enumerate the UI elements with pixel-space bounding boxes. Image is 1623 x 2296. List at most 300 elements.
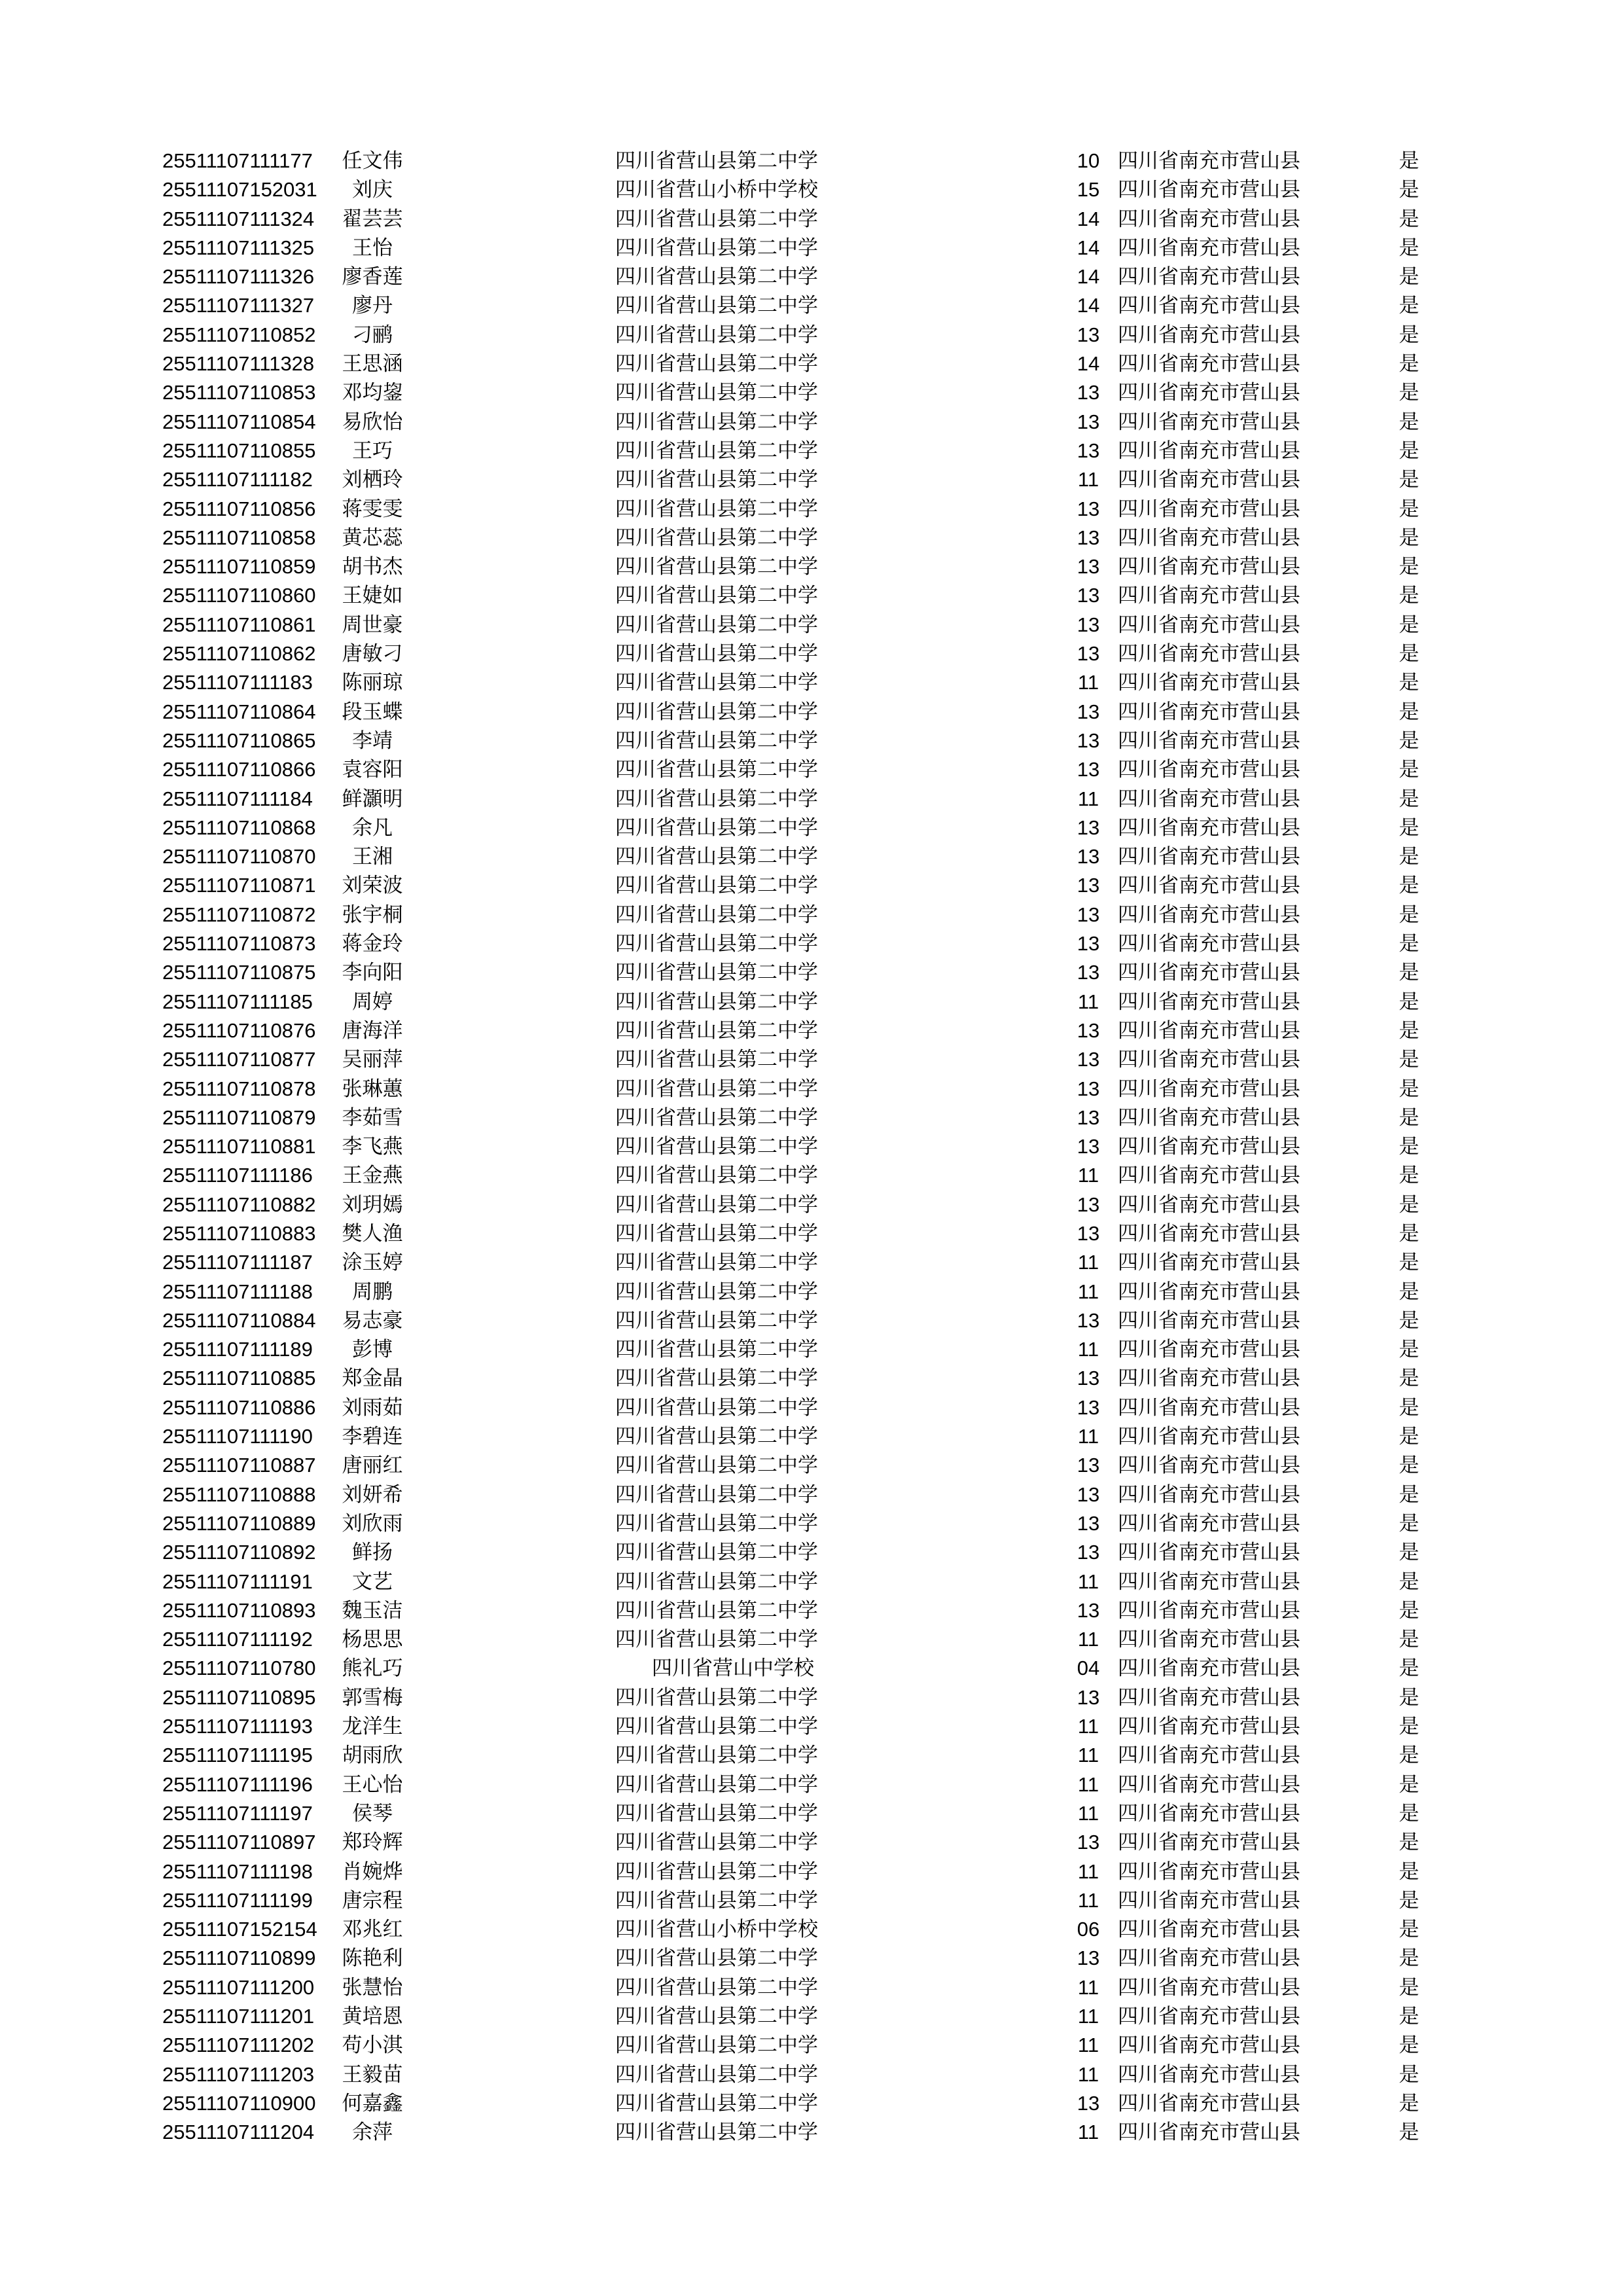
grade-code: 13 — [1077, 642, 1100, 666]
eligibility-flag: 是 — [1399, 1685, 1419, 1710]
region: 四川省南充市营山县 — [1118, 1975, 1300, 2000]
student-name: 李向阳 — [342, 961, 403, 985]
eligibility-flag: 是 — [1399, 700, 1419, 724]
school-name: 四川省营山县第二中学 — [615, 1308, 818, 1333]
grade-code: 13 — [1077, 932, 1100, 956]
school-name: 四川省营山县第二中学 — [615, 2121, 818, 2145]
region: 四川省南充市营山县 — [1118, 932, 1300, 956]
student-id: 25511107110872 — [162, 903, 316, 926]
grade-code: 14 — [1077, 265, 1100, 289]
student-name: 余凡 — [352, 816, 393, 840]
eligibility-flag: 是 — [1399, 2005, 1419, 2028]
table-row — [162, 1219, 1425, 1248]
student-name: 易志豪 — [342, 1308, 403, 1333]
table-row — [162, 1741, 1425, 1770]
eligibility-flag: 是 — [1399, 149, 1419, 173]
student-name: 邓均鋆 — [342, 381, 403, 405]
student-id: 25511107110895 — [162, 1685, 316, 1709]
grade-code: 11 — [1077, 1164, 1099, 1187]
student-id: 25511107110884 — [162, 1308, 316, 1332]
grade-code: 13 — [1077, 1395, 1100, 1419]
region: 四川省南充市营山县 — [1118, 2121, 1300, 2145]
student-id: 25511107110865 — [162, 728, 316, 752]
grade-code: 13 — [1077, 1511, 1100, 1535]
student-name: 张宇桐 — [342, 903, 403, 927]
table-row — [162, 262, 1425, 291]
school-name: 四川省营山县第二中学 — [615, 1859, 818, 1884]
eligibility-flag: 是 — [1399, 1077, 1419, 1101]
region: 四川省南充市营山县 — [1118, 1918, 1300, 1942]
student-name: 刘妍希 — [342, 1482, 403, 1507]
table-row — [162, 147, 1425, 175]
school-name: 四川省营山县第二中学 — [615, 1715, 818, 1739]
student-id: 25511107110881 — [162, 1135, 316, 1158]
region: 四川省南充市营山县 — [1118, 1888, 1300, 1912]
student-name: 郑金晶 — [342, 1367, 403, 1391]
student-id: 25511107110871 — [162, 874, 316, 897]
table-row — [162, 205, 1425, 234]
school-name: 四川省营山县第二中学 — [615, 816, 818, 840]
region: 四川省南充市营山县 — [1118, 1772, 1300, 1797]
school-name: 四川省营山县第二中学 — [615, 381, 818, 405]
school-name: 四川省营山县第二中学 — [615, 1425, 818, 1449]
grade-code: 11 — [1077, 468, 1099, 492]
table-row — [162, 958, 1425, 987]
student-id: 25511107111324 — [162, 207, 315, 230]
grade-code: 11 — [1077, 2034, 1099, 2057]
eligibility-flag: 是 — [1399, 265, 1419, 289]
school-name: 四川省营山县第二中学 — [615, 1946, 818, 1971]
eligibility-flag: 是 — [1399, 1135, 1419, 1159]
student-id: 25511107110885 — [162, 1367, 316, 1390]
grade-code: 13 — [1077, 1454, 1100, 1477]
grade-code: 11 — [1077, 1251, 1099, 1274]
eligibility-flag: 是 — [1399, 1744, 1419, 1768]
region: 四川省南充市营山县 — [1118, 497, 1300, 521]
student-name: 张慧怡 — [342, 1975, 403, 2000]
student-name: 廖香莲 — [342, 265, 403, 289]
student-id: 25511107110858 — [162, 526, 316, 549]
table-row — [162, 1103, 1425, 1132]
student-id: 25511107110862 — [162, 642, 316, 666]
student-id: 25511107111328 — [162, 352, 315, 376]
student-id: 25511107110875 — [162, 961, 316, 984]
student-name: 刘玥嫣 — [342, 1193, 403, 1217]
student-name: 吴丽萍 — [342, 1048, 403, 1072]
region: 四川省南充市营山县 — [1118, 1657, 1300, 1681]
grade-code: 13 — [1077, 410, 1100, 433]
student-id: 25511107111197 — [162, 1801, 313, 1825]
eligibility-flag: 是 — [1399, 1482, 1419, 1507]
grade-code: 13 — [1077, 1018, 1100, 1042]
student-name: 张琳蕙 — [342, 1077, 403, 1101]
region: 四川省南充市营山县 — [1118, 1048, 1300, 1072]
table-row — [162, 1538, 1425, 1567]
grade-code: 11 — [1077, 787, 1099, 810]
school-name: 四川省营山县第二中学 — [615, 352, 818, 376]
grade-code: 13 — [1077, 1221, 1100, 1245]
student-name: 郭雪梅 — [342, 1685, 403, 1710]
student-id: 25511107111186 — [162, 1164, 313, 1187]
school-name: 四川省营山县第二中学 — [615, 1454, 818, 1478]
student-id: 25511107110853 — [162, 381, 316, 404]
eligibility-flag: 是 — [1399, 1193, 1419, 1217]
school-name: 四川省营山县第二中学 — [615, 1831, 818, 1855]
region: 四川省南充市营山县 — [1118, 1859, 1300, 1884]
student-name: 王思涵 — [342, 352, 403, 376]
school-name: 四川省营山县第二中学 — [615, 236, 818, 260]
student-id: 25511107110899 — [162, 1946, 316, 1970]
eligibility-flag: 是 — [1399, 874, 1419, 898]
student-name: 李靖 — [352, 728, 393, 753]
region: 四川省南充市营山县 — [1118, 816, 1300, 840]
grade-code: 13 — [1077, 758, 1100, 781]
student-name: 杨思思 — [342, 1628, 403, 1652]
school-name: 四川省营山县第二中学 — [615, 1221, 818, 1246]
student-name: 唐宗程 — [342, 1888, 403, 1912]
grade-code: 13 — [1077, 381, 1100, 404]
student-name: 蒋雯雯 — [342, 497, 403, 521]
table-row — [162, 901, 1425, 929]
student-name: 王怡 — [352, 236, 393, 260]
grade-code: 11 — [1077, 1975, 1099, 1999]
region: 四川省南充市营山县 — [1118, 1077, 1300, 1101]
table-row — [162, 1422, 1425, 1451]
student-id: 25511107110873 — [162, 932, 316, 956]
student-name: 肖婉烨 — [342, 1859, 403, 1884]
school-name: 四川省营山县第二中学 — [615, 265, 818, 289]
eligibility-flag: 是 — [1399, 410, 1419, 434]
student-name: 刁鹂 — [352, 323, 393, 347]
school-name: 四川省营山县第二中学 — [615, 1744, 818, 1768]
student-name: 魏玉洁 — [342, 1598, 403, 1623]
table-row — [162, 291, 1425, 320]
school-name: 四川省营山县第二中学 — [615, 874, 818, 898]
grade-code: 11 — [1077, 990, 1099, 1013]
region: 四川省南充市营山县 — [1118, 381, 1300, 405]
school-name: 四川省营山县第二中学 — [615, 903, 818, 927]
grade-code: 11 — [1077, 1628, 1099, 1651]
table-row — [162, 1393, 1425, 1422]
student-name: 王湘 — [352, 845, 393, 869]
eligibility-flag: 是 — [1399, 1164, 1419, 1188]
school-name: 四川省营山县第二中学 — [615, 961, 818, 985]
eligibility-flag: 是 — [1399, 2121, 1419, 2145]
region: 四川省南充市营山县 — [1118, 1685, 1300, 1710]
school-name: 四川省营山县第二中学 — [615, 1685, 818, 1710]
student-name: 廖丹 — [352, 294, 393, 318]
student-name: 余萍 — [352, 2121, 393, 2145]
school-name: 四川省营山县第二中学 — [615, 1251, 818, 1275]
school-name: 四川省营山县第二中学 — [615, 294, 818, 318]
table-row — [162, 581, 1425, 610]
table-row — [162, 1712, 1425, 1741]
region: 四川省南充市营山县 — [1118, 1308, 1300, 1333]
student-name: 唐海洋 — [342, 1018, 403, 1043]
region: 四川省南充市营山县 — [1118, 1338, 1300, 1362]
student-name: 王毅苗 — [342, 2062, 403, 2087]
eligibility-flag: 是 — [1399, 758, 1419, 782]
region: 四川省南充市营山县 — [1118, 613, 1300, 637]
region: 四川省南充市营山县 — [1118, 2034, 1300, 2058]
eligibility-flag: 是 — [1399, 903, 1419, 927]
eligibility-flag: 是 — [1399, 1425, 1419, 1449]
grade-code: 11 — [1077, 1801, 1099, 1825]
student-id: 25511107111183 — [162, 671, 313, 694]
region: 四川省南充市营山县 — [1118, 2062, 1300, 2087]
region: 四川省南充市营山县 — [1118, 1482, 1300, 1507]
table-row — [162, 1364, 1425, 1393]
table-row — [162, 814, 1425, 842]
school-name: 四川省营山县第二中学 — [615, 2034, 818, 2058]
student-name: 王金燕 — [342, 1164, 403, 1188]
eligibility-flag: 是 — [1399, 642, 1419, 666]
school-name: 四川省营山县第二中学 — [615, 1628, 818, 1652]
table-row — [162, 175, 1425, 204]
eligibility-flag: 是 — [1399, 381, 1419, 405]
table-row — [162, 2060, 1425, 2089]
grade-code: 11 — [1077, 1744, 1099, 1767]
student-name: 胡雨欣 — [342, 1744, 403, 1768]
grade-code: 11 — [1077, 2062, 1099, 2086]
school-name: 四川省营山县第二中学 — [615, 1135, 818, 1159]
student-id: 25511107111196 — [162, 1772, 313, 1796]
region: 四川省南充市营山县 — [1118, 1221, 1300, 1246]
student-name: 黄培恩 — [342, 2005, 403, 2028]
school-name: 四川省营山县第二中学 — [615, 932, 818, 956]
school-name: 四川省营山县第二中学 — [615, 613, 818, 637]
table-row — [162, 2118, 1425, 2147]
region: 四川省南充市营山县 — [1118, 468, 1300, 492]
school-name: 四川省营山县第二中学 — [615, 323, 818, 347]
student-id: 25511107110876 — [162, 1018, 316, 1042]
grade-code: 11 — [1077, 1859, 1099, 1883]
school-name: 四川省营山县第二中学 — [615, 845, 818, 869]
region: 四川省南充市营山县 — [1118, 874, 1300, 898]
school-name: 四川省营山县第二中学 — [615, 555, 818, 579]
student-id: 25511107110868 — [162, 816, 316, 839]
student-name: 鲜灝明 — [342, 787, 403, 811]
table-row — [162, 1828, 1425, 1857]
student-name: 唐丽红 — [342, 1454, 403, 1478]
school-name: 四川省营山县第二中学 — [615, 149, 818, 173]
eligibility-flag: 是 — [1399, 1859, 1419, 1884]
eligibility-flag: 是 — [1399, 990, 1419, 1014]
student-id: 25511107110859 — [162, 555, 316, 579]
school-name: 四川省营山县第二中学 — [615, 758, 818, 782]
table-row — [162, 1335, 1425, 1364]
region: 四川省南充市营山县 — [1118, 1018, 1300, 1043]
eligibility-flag: 是 — [1399, 845, 1419, 869]
student-name: 易欣怡 — [342, 410, 403, 434]
eligibility-flag: 是 — [1399, 1395, 1419, 1420]
student-name: 陈丽琼 — [342, 671, 403, 695]
region: 四川省南充市营山县 — [1118, 990, 1300, 1014]
school-name: 四川省营山县第二中学 — [615, 1482, 818, 1507]
grade-code: 13 — [1077, 439, 1100, 462]
region: 四川省南充市营山县 — [1118, 178, 1300, 202]
grade-code: 13 — [1077, 1367, 1100, 1390]
student-name: 樊人渔 — [342, 1221, 403, 1246]
grade-code: 13 — [1077, 1135, 1100, 1158]
region: 四川省南充市营山县 — [1118, 1425, 1300, 1449]
table-row — [162, 408, 1425, 437]
grade-code: 11 — [1077, 1280, 1099, 1303]
student-name: 陈艳利 — [342, 1946, 403, 1971]
table-row — [162, 1451, 1425, 1480]
grade-code: 14 — [1077, 352, 1100, 376]
student-id: 25511107110870 — [162, 845, 316, 869]
grade-code: 11 — [1077, 2005, 1099, 2028]
region: 四川省南充市营山县 — [1118, 526, 1300, 550]
school-name: 四川省营山县第二中学 — [615, 1511, 818, 1535]
region: 四川省南充市营山县 — [1118, 1135, 1300, 1159]
region: 四川省南充市营山县 — [1118, 555, 1300, 579]
school-name: 四川省营山县第二中学 — [615, 1570, 818, 1594]
table-row — [162, 785, 1425, 814]
student-id: 25511107110889 — [162, 1511, 316, 1535]
student-name: 周鹏 — [352, 1280, 393, 1304]
student-id: 25511107111200 — [162, 1975, 315, 1999]
table-row — [162, 1683, 1425, 1712]
student-name: 王心怡 — [342, 1772, 403, 1797]
student-id: 25511107111189 — [162, 1338, 313, 1361]
table-row — [162, 552, 1425, 581]
table-row — [162, 1799, 1425, 1828]
region: 四川省南充市营山县 — [1118, 439, 1300, 463]
school-name: 四川省营山县第二中学 — [615, 1164, 818, 1188]
eligibility-flag: 是 — [1399, 1570, 1419, 1594]
region: 四川省南充市营山县 — [1118, 207, 1300, 231]
student-id: 25511107110852 — [162, 323, 316, 346]
region: 四川省南充市营山县 — [1118, 1570, 1300, 1594]
region: 四川省南充市营山县 — [1118, 149, 1300, 173]
student-name: 刘荣波 — [342, 874, 403, 898]
grade-code: 13 — [1077, 1308, 1100, 1332]
student-id: 25511107111182 — [162, 468, 313, 492]
student-id: 25511107152031 — [162, 178, 317, 202]
eligibility-flag: 是 — [1399, 1715, 1419, 1739]
table-row — [162, 871, 1425, 900]
student-id: 25511107111198 — [162, 1859, 313, 1883]
region: 四川省南充市营山县 — [1118, 642, 1300, 666]
table-row — [162, 1016, 1425, 1045]
student-name: 李飞燕 — [342, 1135, 403, 1159]
student-id: 25511107111177 — [162, 149, 313, 172]
student-id: 25511107111191 — [162, 1570, 313, 1593]
region: 四川省南充市营山县 — [1118, 1193, 1300, 1217]
student-name: 段玉蝶 — [342, 700, 403, 724]
table-row — [162, 639, 1425, 668]
student-id: 25511107111192 — [162, 1628, 313, 1651]
student-name: 李碧连 — [342, 1425, 403, 1449]
school-name: 四川省营山县第二中学 — [615, 728, 818, 753]
table-row — [162, 1248, 1425, 1277]
school-name: 四川省营山县第二中学 — [615, 1888, 818, 1912]
student-id: 25511107110780 — [162, 1657, 316, 1680]
student-name: 熊礼巧 — [342, 1657, 403, 1681]
grade-code: 10 — [1077, 149, 1100, 172]
eligibility-flag: 是 — [1399, 2091, 1419, 2115]
student-name: 周婷 — [352, 990, 393, 1014]
student-id: 25511107110892 — [162, 1541, 316, 1564]
student-id: 25511107111193 — [162, 1715, 313, 1738]
eligibility-flag: 是 — [1399, 1251, 1419, 1275]
table-row — [162, 1857, 1425, 1886]
grade-code: 13 — [1077, 1193, 1100, 1216]
eligibility-flag: 是 — [1399, 207, 1419, 231]
grade-code: 13 — [1077, 816, 1100, 839]
student-id: 25511107110861 — [162, 613, 316, 636]
grade-code: 13 — [1077, 700, 1100, 723]
student-id: 25511107110897 — [162, 1831, 316, 1854]
region: 四川省南充市营山县 — [1118, 1801, 1300, 1825]
school-name: 四川省营山小桥中学校 — [615, 178, 818, 202]
region: 四川省南充市营山县 — [1118, 728, 1300, 753]
eligibility-flag: 是 — [1399, 236, 1419, 260]
table-row — [162, 1770, 1425, 1799]
table-row — [162, 1944, 1425, 1973]
region: 四川省南充市营山县 — [1118, 903, 1300, 927]
eligibility-flag: 是 — [1399, 1918, 1419, 1942]
school-name: 四川省营山县第二中学 — [615, 1801, 818, 1825]
student-id: 25511107110886 — [162, 1395, 316, 1419]
student-name: 周世豪 — [342, 613, 403, 637]
eligibility-flag: 是 — [1399, 728, 1419, 753]
student-name: 何嘉鑫 — [342, 2091, 403, 2115]
table-row — [162, 1161, 1425, 1190]
roster-table — [162, 147, 1425, 2147]
grade-code: 13 — [1077, 1482, 1100, 1506]
eligibility-flag: 是 — [1399, 468, 1419, 492]
region: 四川省南充市营山县 — [1118, 1541, 1300, 1565]
eligibility-flag: 是 — [1399, 526, 1419, 550]
eligibility-flag: 是 — [1399, 961, 1419, 985]
region: 四川省南充市营山县 — [1118, 1280, 1300, 1304]
student-name: 蒋金玲 — [342, 932, 403, 956]
school-name: 四川省营山县第二中学 — [615, 1018, 818, 1043]
grade-code: 13 — [1077, 961, 1100, 984]
grade-code: 13 — [1077, 1541, 1100, 1564]
region: 四川省南充市营山县 — [1118, 410, 1300, 434]
school-name: 四川省营山小桥中学校 — [615, 1918, 818, 1942]
school-name: 四川省营山县第二中学 — [615, 526, 818, 550]
school-name: 四川省营山县第二中学 — [615, 207, 818, 231]
student-id: 25511107110866 — [162, 758, 316, 781]
student-name: 鲜扬 — [352, 1541, 393, 1565]
eligibility-flag: 是 — [1399, 584, 1419, 608]
eligibility-flag: 是 — [1399, 1105, 1419, 1130]
table-row — [162, 2002, 1425, 2031]
school-name: 四川省营山县第二中学 — [615, 787, 818, 811]
student-name: 王巧 — [352, 439, 393, 463]
grade-code: 14 — [1077, 294, 1100, 317]
grade-code: 11 — [1077, 1338, 1099, 1361]
student-name: 胡书杰 — [342, 555, 403, 579]
region: 四川省南充市营山县 — [1118, 1744, 1300, 1768]
grade-code: 13 — [1077, 874, 1100, 897]
student-name: 黄芯蕊 — [342, 526, 403, 550]
school-name: 四川省营山县第二中学 — [615, 1772, 818, 1797]
eligibility-flag: 是 — [1399, 816, 1419, 840]
table-row — [162, 524, 1425, 552]
student-id: 25511107110856 — [162, 497, 316, 520]
student-id: 25511107111325 — [162, 236, 315, 259]
eligibility-flag: 是 — [1399, 1946, 1419, 1971]
table-row — [162, 1654, 1425, 1683]
grade-code: 11 — [1077, 1570, 1099, 1593]
school-name: 四川省营山中学校 — [652, 1657, 814, 1681]
